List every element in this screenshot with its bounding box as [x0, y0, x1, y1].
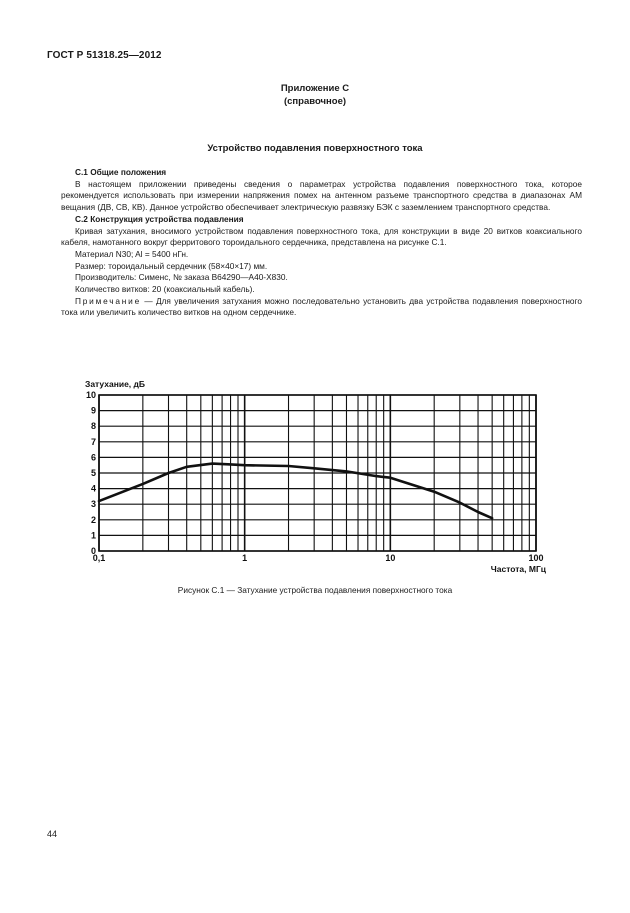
manufacturer-line: Производитель: Сименс, № заказа В64290—А40-Х830.	[75, 272, 288, 283]
attenuation-chart	[84, 372, 564, 582]
x-tick-label: 1	[242, 553, 248, 563]
section-heading-c2: С.2 Конструкция устройства подавления	[75, 213, 244, 224]
page-number: 44	[47, 829, 58, 839]
section-text-c2: Кривая затухания, вносимого устройством подавления поверхностного тока, для конструкции в виде 20 витков коаксиального кабеля, намотанного вокруг ферритового тороидального сердечника, представлена на рисунке С.1.	[61, 225, 582, 248]
y-tick-label: 0	[90, 546, 96, 556]
y-tick-label: 5	[90, 468, 96, 478]
note-label: Примечание	[75, 295, 142, 306]
section-text-c1: В настоящем приложении приведены сведения о параметрах устройства подавления поверхностного тока, которое рекомендуется использовать при измерении напряжения помех на антенном разъеме транспортного средства в диапазонах АМ вещания (ДВ, СВ, КВ). Данное устройство обеспечивает электрическую развязку БЭК с заземлением транспортного средства.	[61, 178, 582, 213]
y-tick-label: 2	[90, 514, 96, 525]
y-tick-label: 1	[90, 530, 96, 541]
standard-code: ГОСТ Р 51318.25—2012	[47, 50, 162, 61]
section-heading-c1: С.1 Общие положения	[75, 167, 167, 177]
x-tick-label: 0,1	[92, 553, 106, 563]
x-axis-label: Частота, МГц	[490, 564, 546, 574]
y-tick-label: 6	[90, 452, 96, 463]
y-tick-label: 7	[90, 436, 96, 447]
chart-svg	[84, 372, 564, 582]
x-tick-label: 10	[385, 553, 396, 563]
size-line: Размер: тороидальный сердечник (58×40×17) мм.	[75, 260, 268, 271]
attenuation-curve	[99, 464, 492, 519]
y-axis-label: Затухание, дБ	[85, 379, 146, 389]
y-tick-label: 9	[90, 405, 96, 416]
main-title: Устройство подавления поверхностного тока	[207, 143, 423, 154]
y-tick-label: 4	[90, 483, 96, 494]
note-text: — Для увеличения затухания можно последовательно установить два устройства подавления поверхностного тока или увеличить количество витков на одном сердечнике.	[61, 295, 582, 318]
material-line: Материал N30; Al = 5400 нГн.	[75, 248, 189, 259]
figure-caption: Рисунок С.1 — Затухание устройства подавления поверхностного тока	[177, 585, 453, 595]
turns-line: Количество витков: 20 (коаксиальный кабель).	[75, 284, 255, 295]
note-paragraph	[61, 296, 582, 319]
annex-subtitle: (справочное)	[283, 96, 347, 107]
annex-title: Приложение С	[280, 83, 350, 94]
body-text	[61, 167, 582, 319]
y-tick-label: 8	[90, 421, 96, 432]
y-tick-label: 10	[85, 390, 96, 400]
x-tick-label: 100	[528, 553, 544, 563]
y-tick-label: 3	[90, 499, 96, 510]
